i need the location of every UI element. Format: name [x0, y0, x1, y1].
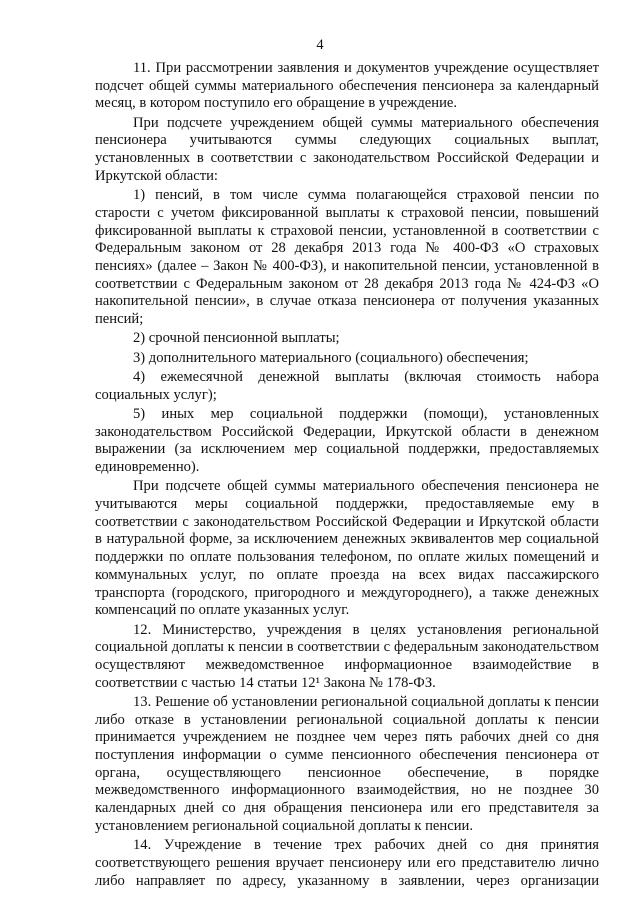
list-item-urgent-pension-payment: 2) срочной пенсионной выплаты; [133, 330, 340, 347]
list-item-additional-support: 3) дополнительного материального (социального) обеспечения; [133, 349, 529, 366]
list-item-monthly-cash-payment: 4) ежемесячной денежной выплаты (включая стоимость набора социальных услуг); [95, 368, 599, 403]
list-item-pensions: 1) пенсий, в том числе сумма полагающейся страховой пенсии по старости с учетом фиксированной выплаты к страховой пенсии, повышений фиксированной выплаты к страховой пенсии, установленной в соответствии с Федеральным законом от 28 декабря 2013 года № 400-ФЗ «О страховых пенсиях» (далее – Закон № 400-ФЗ), и накопительной пенсии, установленной в соответствии с Федеральным законом от 28 декабря 2013 года № 424-ФЗ «О накопительной пенсии», в случае отказа пенсионера от получения указанных пенсий; [95, 187, 599, 328]
paragraph-11: 11. При рассмотрении заявления и документов учреждение осуществляет подсчет общей суммы материального обеспечения пенсионера за календарный месяц, в котором поступило его обращение в учреждение. [95, 60, 599, 112]
list-item-other-support: 5) иных мер социальной поддержки (помощи), установленных законодательством Российской Федерации, Иркутской области в денежном выражении (за исключением мер социальной поддержки, предоставляемых единовременно). [95, 405, 599, 476]
document-body [95, 60, 599, 892]
paragraph-included-payments-intro: При подсчете учреждением общей суммы материального обеспечения пенсионера учитываются суммы следующих социальных выплат, установленных в соответствии с законодательством Российской Федерации и Иркутской области: [95, 114, 599, 184]
paragraph-12: 12. Министерство, учреждения в целях установления региональной социальной доплаты к пенсии в соответствии с федеральным законодательством осуществляют межведомственное информационное взаимодействие в соответствии с частью 14 статьи 12¹ Закона № 178-ФЗ. [95, 621, 599, 691]
paragraph-14: 14. Учреждение в течение трех рабочих дней со дня принятия соответствующего решения вручает пенсионеру или его представителю лично либо направляет по адресу, указанному в заявлении, через организации [95, 837, 599, 889]
paragraph-13: 13. Решение об установлении региональной социальной доплаты к пенсии либо отказе в установлении региональной социальной доплаты к пенсии принимается учреждением не позднее чем через пять рабочих дней со дня поступления информации о сумме пенсионного обеспечения пенсионера от органа, осуществляющего пенсионное обеспечение, в порядке межведомственного информационного взаимодействия, но не позднее 30 календарных дней со дня обращения пенсионера или его представителя за установлением региональной социальной доплаты к пенсии. [95, 693, 599, 834]
paragraph-excluded-support: При подсчете общей суммы материального обеспечения пенсионера не учитываются меры социальной поддержки, предоставляемые ему в соответствии с законодательством Российской Федерации и Иркутской области в натуральной форме, за исключением денежных эквивалентов мер социальной поддержки по оплате пользования телефоном, по оплате жилых помещений и коммунальных услуг, по оплате проезда на всех видах пассажирского транспорта (городского, пригородного и междугороднего), а также денежных компенсаций по оплате указанных услуг. [95, 478, 599, 619]
page-number: 4 [316, 37, 324, 53]
